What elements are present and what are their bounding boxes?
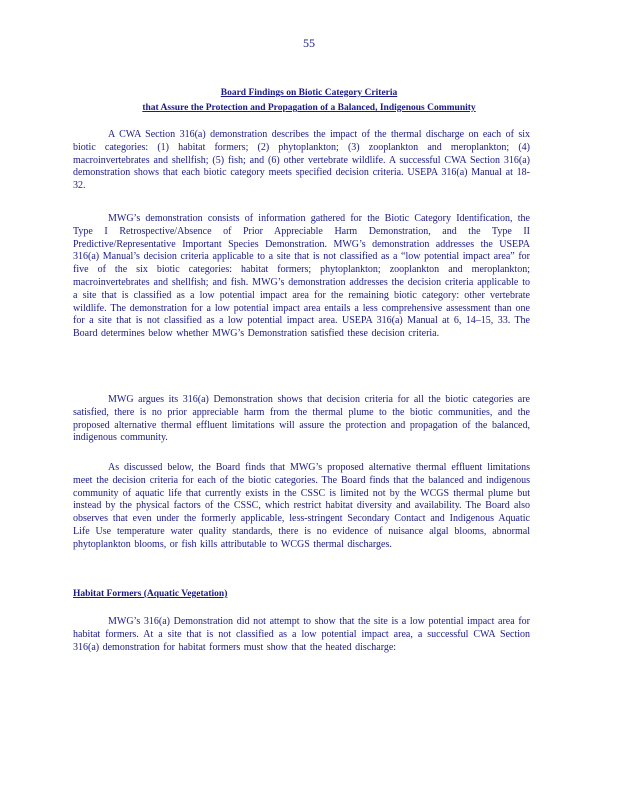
paragraph-biotic-categories: A CWA Section 316(a) demonstration describes the impact of the thermal discharge on each of six biotic categories: (1) habitat formers; (2) phytoplankton; (3) zooplankton and meroplankton; (4) macroinvertebrates and shellfish; (5) fish; and (6) other vertebrate wildlife. A successful CWA Section 316(a) demonstration shows that each biotic category meets specified decision criteria. USEPA 316(a) Manual at 18-32. [73, 129, 530, 192]
paragraph-habitat-formers: MWG’s 316(a) Demonstration did not attempt to show that the site is a low potential impact area for habitat formers. At a site that is not classified as a low potential impact area, a successful CWA Section 316(a) demonstration for habitat formers must show that the heated discharge: [73, 616, 530, 653]
subsection-heading: Habitat Formers (Aquatic Vegetation) [73, 589, 228, 599]
paragraph-mwg-demonstration: MWG’s demonstration consists of information gathered for the Biotic Category Identification, the Type I Retrospective/Absence of Prior Appreciable Harm Demonstration, and the Type II Predictive/Representative Important Species Demonstration. MWG’s demonstration addresses the USEPA 316(a) Manual’s decision criteria applicable to a site that is not classified as a “low potential impact area” for five of the six biotic categories: habitat formers; phytoplankton; zooplankton and meroplankton; macroinvertebrates and shellfish; and fish. MWG’s demonstration addresses the decision criteria applicable to a site that is classified as a low potential impact area for the remaining biotic category: other vertebrate wildlife. The demonstration for a low potential impact area entails a less comprehensive assessment than one for a site that is not classified as a low potential impact area. USEPA 316(a) Manual at 6, 14–15, 33. The Board determines below whether MWG’s Demonstration satisfied these decision criteria. [73, 213, 530, 340]
paragraph-mwg-argues: MWG argues its 316(a) Demonstration shows that decision criteria for all the biotic categories are satisfied, there is no prior appreciable harm from the thermal plume to the biotic communities, and the proposed alternative thermal effluent limitations will assure the protection and propagation of the balanced, indigenous community. [73, 394, 530, 444]
section-heading-line-2: that Assure the Protection and Propagation of a Balanced, Indigenous Community [142, 103, 476, 113]
paragraph-board-finds: As discussed below, the Board finds that MWG’s proposed alternative thermal effluent limitations meet the decision criteria for each of the biotic categories. The Board finds that the balanced and indigenous community of aquatic life that currently exists in the CSSC is limited not by the WCGS thermal plume but instead by the physical factors of the CSSC, which restrict habitat diversity and availability. The Board also observes that even under the formerly applicable, less-stringent Secondary Contact and Indigenous Aquatic Life Use temperature water quality standards, there is no evidence of nuisance algal blooms, abnormal phytoplankton blooms, or fish kills attributable to WCGS thermal discharges. [73, 462, 530, 550]
page-number: 55 [303, 36, 315, 50]
section-heading-line-1: Board Findings on Biotic Category Criteria [220, 88, 398, 98]
